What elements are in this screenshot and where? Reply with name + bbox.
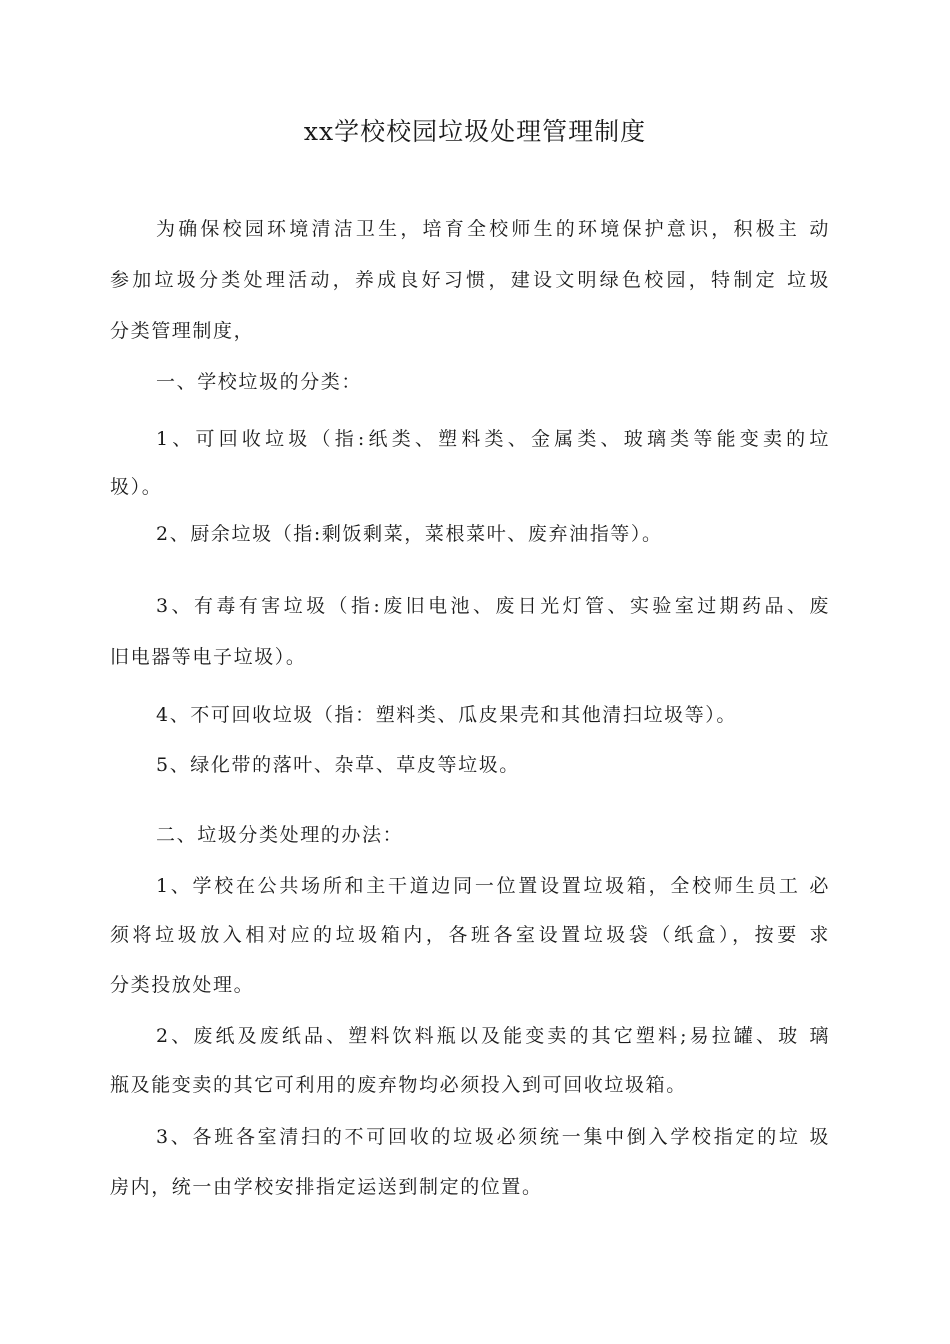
- section-2-heading: 二、垃圾分类处理的办法：: [156, 824, 404, 846]
- section-1-item-1-line-1: 1、可回收垃圾（指:纸类、塑料类、金属类、玻璃类等能变卖的垃: [156, 428, 830, 450]
- intro-line-3: 分类管理制度，: [110, 320, 255, 342]
- document-title: xx学校校园垃圾处理管理制度: [303, 117, 647, 146]
- section-2-item-1-line-2: 须将垃圾放入相对应的垃圾箱内，各班各室设置垃圾袋（纸盒），按要 求: [110, 924, 830, 946]
- section-2-item-1-line-3: 分类投放处理。: [110, 974, 255, 996]
- section-2-item-2-line-2: 瓶及能变卖的其它可利用的废弃物均必须投入到可回收垃圾箱。: [110, 1074, 687, 1096]
- section-2-item-3-line-1: 3、各班各室清扫的不可回收的垃圾必须统一集中倒入学校指定的垃 圾: [156, 1126, 830, 1148]
- section-2-item-2-line-1: 2、废纸及废纸品、塑料饮料瓶以及能变卖的其它塑料;易拉罐、玻 璃: [156, 1025, 830, 1047]
- section-1-item-3-line-2: 旧电器等电子垃圾）。: [110, 646, 307, 668]
- section-1-item-1-line-2: 圾）。: [110, 476, 163, 498]
- intro-line-1: 为确保校园环境清洁卫生，培育全校师生的环境保护意识，积极主 动: [156, 218, 830, 240]
- section-1-item-2: 2、厨余垃圾（指:剩饭剩菜，菜根菜叶、废弃油指等）。: [156, 523, 663, 545]
- section-2-item-1-line-1: 1、学校在公共场所和主干道边同一位置设置垃圾箱，全校师生员工 必: [156, 875, 830, 897]
- section-2-item-3-line-2: 房内，统一由学校安排指定运送到制定的位置。: [110, 1176, 543, 1198]
- section-1-item-3-line-1: 3、有毒有害垃圾（指:废旧电池、废日光灯管、实验室过期药品、废: [156, 595, 830, 617]
- intro-line-2: 参加垃圾分类处理活动，养成良好习惯，建设文明绿色校园，特制定 垃圾: [110, 269, 830, 291]
- section-1-heading: 一、学校垃圾的分类：: [156, 371, 363, 393]
- section-1-item-4: 4、不可回收垃圾（指：塑料类、瓜皮果壳和其他清扫垃圾等）。: [156, 704, 737, 726]
- section-1-item-5: 5、绿化带的落叶、杂草、草皮等垃圾。: [156, 754, 520, 776]
